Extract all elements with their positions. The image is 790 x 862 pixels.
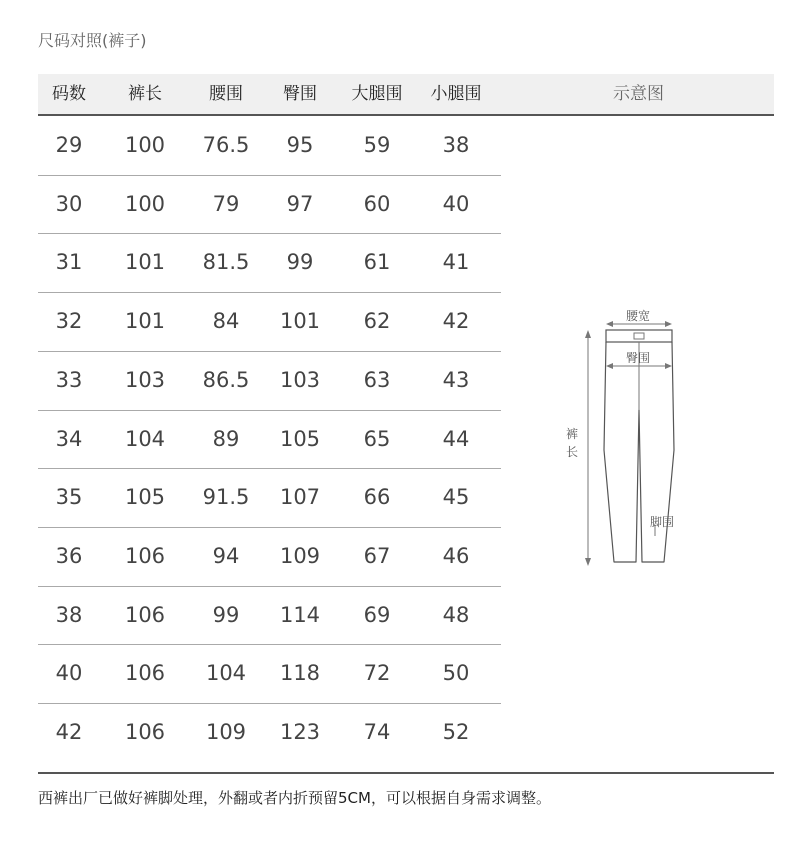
cell-size: 30: [55, 191, 83, 216]
cell-thigh: 62: [363, 309, 391, 334]
page-title: 尺码对照(裤子): [38, 31, 147, 50]
table-row: [38, 351, 501, 410]
cell-size: 38: [55, 602, 83, 627]
cell-hip: 109: [279, 543, 321, 568]
cell-thigh: 74: [363, 720, 391, 744]
cell-size: 33: [55, 367, 83, 392]
button-tab: [634, 333, 644, 339]
length-label-1: 裤: [566, 427, 579, 441]
cell-calf: 48: [442, 602, 470, 627]
cell-size: 31: [55, 250, 83, 275]
cell-waist: 89: [212, 426, 240, 451]
table-row: [38, 175, 501, 234]
cell-hip: 99: [286, 250, 314, 275]
cell-calf: 43: [442, 367, 470, 392]
cell-hip: 105: [279, 426, 321, 451]
table-row: [38, 410, 501, 469]
cell-length: 105: [124, 485, 166, 510]
cell-waist: 81.5: [202, 250, 250, 275]
hip-arrow-right: [665, 363, 672, 369]
cell-thigh: 67: [363, 543, 391, 568]
cell-length: 101: [124, 309, 166, 334]
cell-thigh: 59: [363, 133, 391, 157]
cell-length: 104: [124, 426, 166, 451]
header-hip: 臀围: [283, 84, 317, 104]
pants-diagram: [560, 300, 700, 580]
table-header: [38, 74, 774, 115]
cell-waist: 79: [212, 191, 240, 216]
table-row: [38, 292, 501, 351]
cell-length: 106: [124, 543, 166, 568]
length-arrow-top: [585, 330, 591, 338]
cell-length: 106: [124, 602, 166, 627]
header-length: 裤长: [128, 84, 162, 104]
cell-waist: 99: [212, 602, 240, 627]
table-row: [38, 233, 501, 292]
table-row: [38, 116, 501, 175]
cell-thigh: 60: [363, 191, 391, 216]
cell-calf: 38: [442, 133, 470, 157]
cell-hip: 103: [279, 367, 321, 392]
table-row: [38, 644, 501, 703]
cell-thigh: 61: [363, 250, 391, 275]
cell-hip: 123: [279, 720, 321, 744]
header-size: 码数: [52, 84, 86, 104]
length-arrow-bottom: [585, 558, 591, 566]
table-row: [38, 586, 501, 645]
cell-length: 103: [124, 367, 166, 392]
cell-length: 106: [124, 661, 166, 686]
cell-thigh: 66: [363, 485, 391, 510]
cell-size: 29: [55, 133, 83, 157]
cell-calf: 41: [442, 250, 470, 275]
cell-waist: 76.5: [202, 133, 250, 157]
header-waist: 腰围: [209, 84, 243, 104]
cell-length: 100: [124, 191, 166, 216]
cell-size: 32: [55, 309, 83, 334]
cell-waist: 104: [205, 661, 247, 686]
cell-waist: 109: [205, 720, 247, 744]
bottom-rule: [38, 772, 774, 774]
cell-size: 40: [55, 661, 83, 686]
cell-hip: 114: [279, 602, 321, 627]
cell-size: 36: [55, 543, 83, 568]
cell-hip: 118: [279, 661, 321, 686]
cell-hip: 97: [286, 191, 314, 216]
cell-thigh: 63: [363, 367, 391, 392]
cell-calf: 52: [442, 720, 470, 744]
header-calf: 小腿围: [430, 84, 482, 104]
cell-size: 34: [55, 426, 83, 451]
cell-waist: 86.5: [202, 367, 250, 392]
cell-hip: 101: [279, 309, 321, 334]
length-label-2: 长: [566, 445, 579, 459]
waist-arrow-left: [606, 321, 613, 327]
cell-calf: 40: [442, 191, 470, 216]
hem-label: 脚围: [650, 515, 675, 529]
cell-calf: 50: [442, 661, 470, 686]
cell-length: 106: [124, 720, 166, 744]
waist-arrow-right: [665, 321, 672, 327]
cell-calf: 46: [442, 543, 470, 568]
cell-hip: 107: [279, 485, 321, 510]
cell-size: 42: [55, 720, 83, 744]
waist-label: 腰宽: [626, 309, 651, 323]
table-row: [38, 703, 501, 762]
header-thigh: 大腿围: [351, 84, 403, 104]
cell-calf: 44: [442, 426, 470, 451]
cell-thigh: 69: [363, 602, 391, 627]
header-diagram: 示意图: [613, 84, 664, 104]
table-row: [38, 527, 501, 586]
hip-arrow-left: [606, 363, 613, 369]
cell-thigh: 65: [363, 426, 391, 451]
cell-calf: 42: [442, 309, 470, 334]
waistband: [606, 330, 672, 342]
cell-hip: 95: [286, 133, 314, 157]
hip-label: 臀围: [626, 351, 651, 365]
care-note: 西裤出厂已做好裤脚处理，外翻或者内折预留5CM，可以根据自身需求调整。: [38, 789, 551, 807]
cell-size: 35: [55, 485, 83, 510]
cell-thigh: 72: [363, 661, 391, 686]
cell-calf: 45: [442, 485, 470, 510]
cell-waist: 91.5: [202, 485, 250, 510]
cell-waist: 94: [212, 543, 240, 568]
table-row: [38, 468, 501, 527]
cell-length: 100: [124, 133, 166, 157]
cell-length: 101: [124, 250, 166, 275]
cell-waist: 84: [212, 309, 240, 334]
